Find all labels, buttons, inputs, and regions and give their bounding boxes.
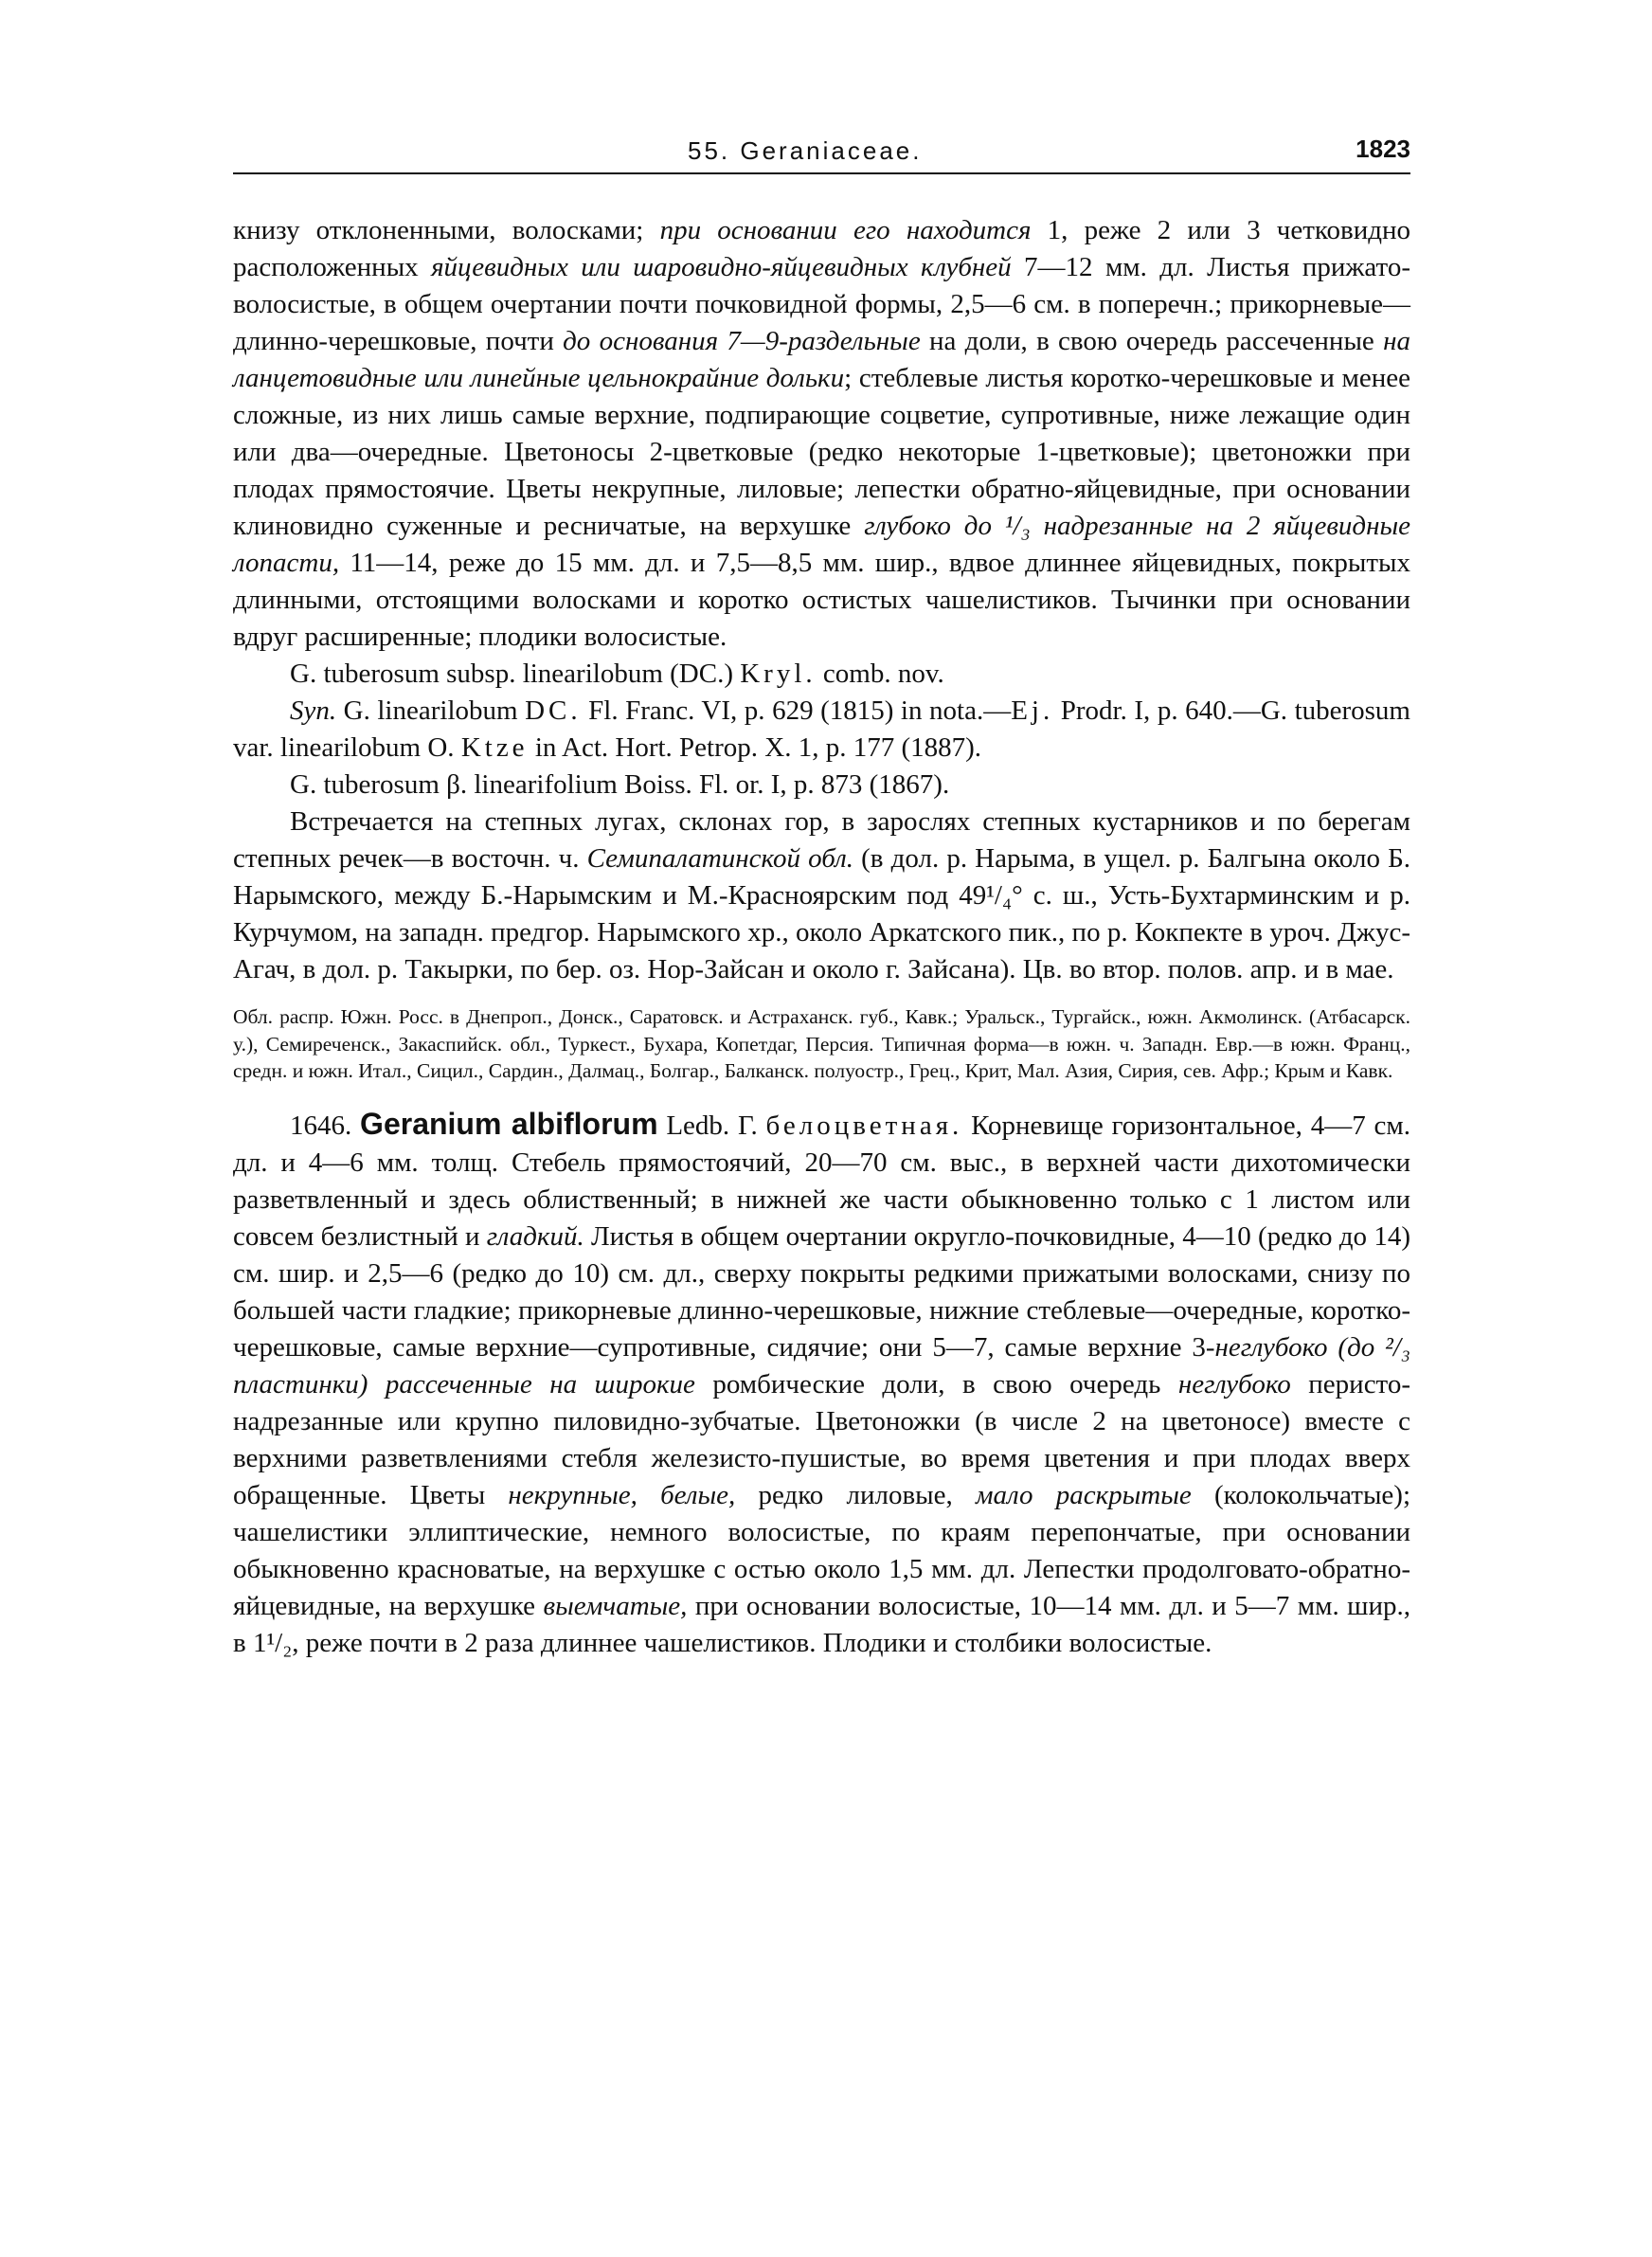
species-entry-1646: 1646. Geranium albiflorum Ledb. Г. белоцветная. Корневище горизонтальное, 4—7 см. дл. и 4—6 мм. толщ. Стебель прямостоячий, 20—70 см. выс., в верхней части дихотомически разветвленный и здесь облиственный; в нижней же части обыкновенно только с 1 листом или совсем безлистный и гладкий. Листья в общем очертании округло-почковидные, 4—10 (редко до 14) см. шир. и 2,5—6 (редко до 10) см. дл., сверху покрыты редкими прижатыми волосками, снизу по большей части гладкие; прикорневые длинно-черешковые, нижние стеблевые—очередные, коротко-черешковые, самые верхние—супротивные, сидячие; они 5—7, самые верхние 3-неглубоко (до ²/₃ пластинки) рассеченные на широкие ромбические доли, в свою очередь неглубоко перисто-надрезанные или крупно пиловидно-зубчатые. Цветоножки (в числе 2 на цветоносе) вместе с верхними разветвлениями стебля железисто-пушистые, во время цветения и при плодах вверх обращенные. Цветы некрупные, белые, редко лиловые, мало раскрытые (колокольчатые); чашелистики эллиптические, немного волосистые, по краям перепончатые, при основании обыкновенно красноватые, на верхушке с остью около 1,5 мм. дл. Лепестки продолговато-обратно-яйцевидные, на верхушке выемчатые, при основании волосистые, 10—14 мм. дл. и 5—7 мм. шир., в 1¹/₂, реже почти в 2 раза длиннее чашелистиков. Плодики и столбики волосистые. <box>233 1106 1411 1658</box>
distribution-note: Обл. распр. Южн. Росс. в Днепроп., Донск., Саратовск. и Астраханск. губ., Кавк.; Уральск., Тургайск., южн. Акмолинск. (Атбасарск. у.), Семиреченск., Закаспийск. обл., Туркест., Бухара, Копетдаг, Персия. Типичная форма—в южн. ч. Западн. Евр.—в южн. Франц., средн. и южн. Итал., Сицил., Сардин., Далмац., Болгар., Балканск. полуостр., Грец., Крит, Мал. Азия, Сирия, сев. Афр.; Крым и Кавк. <box>233 1005 1410 1082</box>
page-number: 1823 <box>1356 135 1410 163</box>
synonym-line: G. tuberosum β. linearifolium Boiss. Fl. or. I, p. 873 (1867). <box>290 769 950 800</box>
habitat-paragraph: Встречается на степных лугах, склонах гор, в зарослях степных кустарников и по берегам степных речек—в восточн. ч. Семипалатинской обл. (в дол. р. Нарыма, в ущел. р. Балгына около Б. Нарымского, между Б.-Нарымским и М.-Красноярским под 49¹/₄° с. ш., Усть-Бухтарминским и р. Курчумом, на западн. предгор. Нарымского хр., около Аркатского пик., по р. Кокпекте в уроч. Джус-Агач, в дол. р. Такырки, по бер. оз. Нор-Зайсан и около г. Зайсана). Цв. во втор. полов. апр. и в мае. <box>233 806 1410 984</box>
synonymy: Syn. G. linearilobum DC. Fl. Franc. VI, p. 629 (1815) in nota.—Ej. Prodr. I, p. 640.—G. tuberosum var. linearilobum O. Ktze in Act. Hort. Petrop. X. 1, p. 177 (1887). <box>233 695 1410 763</box>
species-name: Geranium albiflorum <box>360 1106 658 1141</box>
running-head-title: 55. Geraniaceae. <box>688 136 923 165</box>
running-head <box>233 131 1410 174</box>
subspecies-name: G. tuberosum subsp. linearilobum (DC.) Kryl. comb. nov. <box>290 659 944 689</box>
document-body <box>233 212 1410 1662</box>
species-description-continued: книзу отклоненными, волосками; при основании его находится 1, реже 2 или 3 четковидно расположенных яйцевидных или шаровидно-яйцевидных клубней 7—12 мм. дл. Листья прижато-волосистые, в общем очертании почти почковидной формы, 2,5—6 см. в поперечн.; прикорневые—длинно-черешковые, почти до основания 7—9-раздельные на доли, в свою очередь рассеченные на ланцетовидные или линейные цельнокрайние дольки; стеблевые листья коротко-черешковые и менее сложные, из них лишь самые верхние, подпирающие соцветие, супротивные, ниже лежащие один или два—очередные. Цветоносы 2-цветковые (редко некоторые 1-цветковые); цветоножки при плодах прямостоячие. Цветы некрупные, лиловые; лепестки обратно-яйцевидные, при основании клиновидно суженные и ресничатые, на верхушке глубоко до ¹/₃ надрезанные на 2 яйцевидные лопасти, 11—14, реже до 15 мм. дл. и 7,5—8,5 мм. шир., вдвое длиннее яйцевидных, покрытых длинными, отстоящими волосками и коротко остистых чашелистиков. Тычинки при основании вдруг расширенные; плодики волосистые. <box>233 215 1410 652</box>
